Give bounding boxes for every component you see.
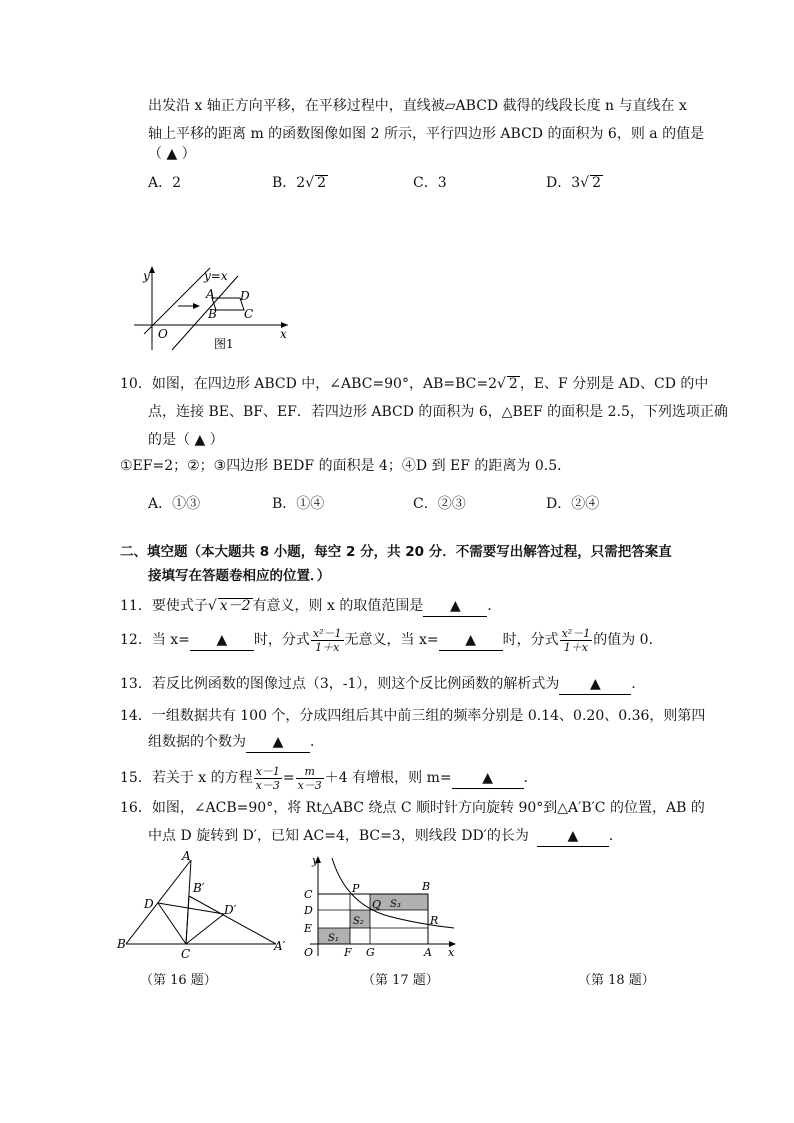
q12: 12．当 x= ▲ 时，分式 $\frac{\text{x²－1}}{1+x}$ 无意义，当 x= ▲ 时，分式 $\frac{\text{x²－1}}{1+x}$ 的值为 0． xyxy=(120,626,663,654)
q9-line3: （ ▲ ） xyxy=(148,146,196,162)
q13-answer-blank[interactable]: ▲ xyxy=(559,674,631,695)
fig1-line-label: y=x xyxy=(204,269,228,283)
q9-option-d-radicand: 2 xyxy=(592,175,601,191)
q10-option-d: D．②④ xyxy=(546,496,600,512)
fig16-point-a-prime: A′ xyxy=(274,939,286,953)
q9-option-b: B．2√ 2 xyxy=(272,175,327,191)
fig16-caption: （第 16 题） xyxy=(140,973,217,988)
fig17-point-p: P xyxy=(352,882,360,895)
fig1-point-a: A xyxy=(206,287,215,301)
fig1-caption: 图1 xyxy=(214,337,234,351)
fig17-point-c: C xyxy=(304,888,313,901)
fig16-point-d: D xyxy=(144,897,154,911)
fig1-origin-label: O xyxy=(158,327,168,341)
q10-option-c: C．②③ xyxy=(413,496,466,512)
q10-line3: 的是（ ▲ ） xyxy=(148,432,224,448)
fig1-y-label: y xyxy=(143,269,150,283)
fig17-point-e: E xyxy=(304,922,313,935)
q10-radicand: 2 xyxy=(508,376,518,392)
fig17-point-b: B xyxy=(422,880,431,893)
q12-answer-blank-2[interactable]: ▲ xyxy=(439,630,503,651)
fig16-point-d-prime: D′ xyxy=(224,903,237,917)
fig17-point-f: F xyxy=(344,946,352,959)
q11: 11．要使式子√ x－2 有意义，则 x 的取值范围是 ▲ ． xyxy=(120,592,660,620)
fig16-point-b-prime: B′ xyxy=(193,881,205,895)
fig17-point-g: G xyxy=(366,946,375,959)
q11-answer-blank[interactable]: ▲ xyxy=(423,596,487,617)
q9-option-b-radicand: 2 xyxy=(317,175,327,191)
q14-answer-blank[interactable]: ▲ xyxy=(246,732,310,753)
fig17-s2: S₂ xyxy=(353,916,364,927)
q9-line1: 出发沿 x 轴正方向平移，在平移过程中，直线被▱ABCD 截得的线段长度 n 与直线在 x xyxy=(148,98,687,114)
section-2-heading: 二、填空题（本大题共 8 小题，每空 2 分，共 20 分．不需要写出解答过程，只需把答案直 xyxy=(120,544,672,560)
q15-answer-blank[interactable]: ▲ xyxy=(452,768,524,789)
fig17-s1: S₁ xyxy=(328,933,339,944)
fig17-point-r: R xyxy=(430,914,439,927)
fig16-point-a: A xyxy=(182,849,191,863)
fig16-point-b: B xyxy=(117,937,126,951)
q9-option-d: D．3√ 2 xyxy=(546,175,601,191)
q16-answer-blank[interactable]: ▲ xyxy=(537,826,609,847)
fig17-y-label: y xyxy=(312,854,319,867)
fig1-x-label: x xyxy=(280,327,287,341)
q14-line2: 组数据的个数为 ▲ ． xyxy=(148,728,688,756)
q13: 13．若反比例函数的图像过点（3，-1），则这个反比例函数的解析式为 ▲ ． xyxy=(120,670,660,698)
q10-line2: 点，连接 BE、BF、EF．若四边形 ABCD 的面积为 6，△BEF 的面积是 2.5，下列选项正确 xyxy=(148,404,728,420)
fig17-x-label: x xyxy=(448,946,455,959)
q10-line1: 10．如图，在四边形 ABCD 中，∠ABC=90°，AB=BC=2√ 2 ，E、F 分别是 AD、CD 的中 xyxy=(120,376,709,392)
fig18-caption: （第 18 题） xyxy=(578,973,655,988)
q16-line2: 中点 D 旋转到 D′，已知 AC=4，BC=3，则线段 DD′的长为 ▲ ． xyxy=(148,822,688,850)
fig1-point-d: D xyxy=(240,289,250,303)
q10-option-a: A．①③ xyxy=(148,496,201,512)
fig17-point-q: Q xyxy=(372,898,382,911)
fig17-s3: S₃ xyxy=(390,899,401,910)
q10-line4: ①EF=2；②；③四边形 BEDF 的面积是 4；④D 到 EF 的距离为 0.5． xyxy=(120,458,572,474)
q11-radicand: x－2 xyxy=(219,598,251,614)
fig17-caption: （第 17 题） xyxy=(362,973,439,988)
q14-line1: 14．一组数据共有 100 个，分成四组后其中前三组的频率分别是 0.14、0.20、0.36，则第四 xyxy=(120,708,706,724)
q12-answer-blank-1[interactable]: ▲ xyxy=(190,630,254,651)
q9-option-c: C．3 xyxy=(413,175,447,191)
fig1-point-b: B xyxy=(208,307,217,321)
q16-line1: 16．如图，∠ACB=90°，将 Rt△ABC 绕点 C 顺时针方向旋转 90°到△A′B′C 的位置，AB 的 xyxy=(120,800,705,816)
fig17-point-a: A xyxy=(424,946,432,959)
section-2-heading-cont: 接填写在答题卷相应的位置．） xyxy=(148,568,331,584)
q16-figure xyxy=(116,848,298,964)
fig1-point-c: C xyxy=(244,307,254,321)
q15: 15．若关于 x 的方程 $\frac{x-1}{x-3}$ = $\frac{m}{x-3}$ ＋4 有增根，则 m= ▲ ． xyxy=(120,764,538,792)
fig16-point-c: C xyxy=(181,947,191,961)
q10-option-b: B．①④ xyxy=(272,496,325,512)
q9-option-a: A．2 xyxy=(148,175,182,191)
q17-figure xyxy=(298,852,458,960)
q9-figure-1 xyxy=(128,262,298,354)
fig17-origin-label: O xyxy=(304,946,314,959)
q9-line2: 轴上平移的距离 m 的函数图像如图 2 所示，平行四边形 ABCD 的面积为 6，则 a 的值是 xyxy=(148,126,705,142)
fig17-point-d: D xyxy=(304,904,313,917)
